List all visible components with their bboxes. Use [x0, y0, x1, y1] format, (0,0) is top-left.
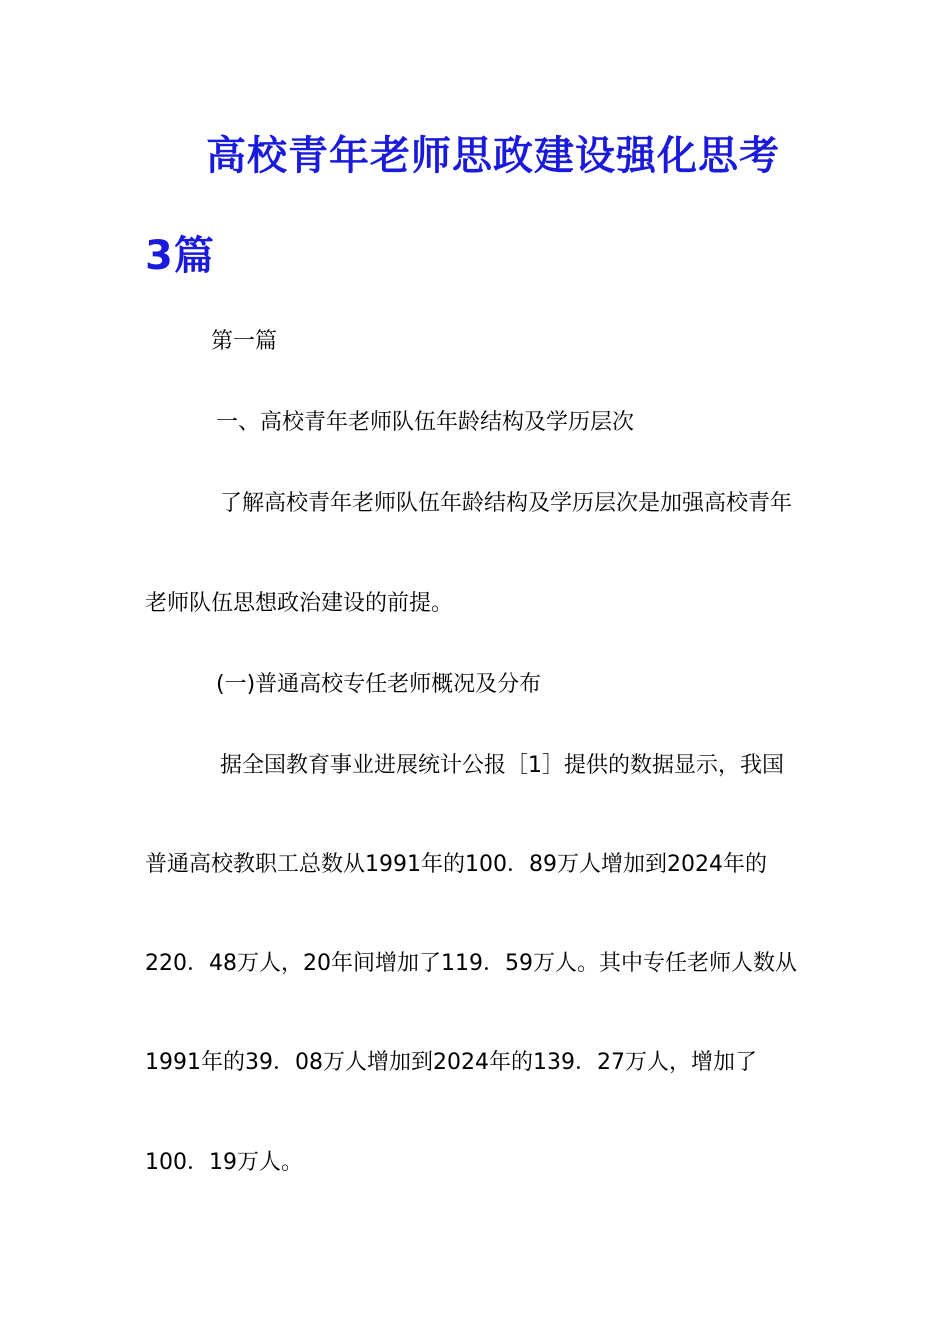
document-title-line-1: 高校青年老师思政建设强化思考: [206, 133, 780, 179]
paragraph-1-line-2: 老师队伍思想政治建设的前提。: [145, 591, 454, 616]
heading-1: 一、高校青年老师队伍年龄结构及学历层次: [216, 410, 635, 435]
document-title-line-2: 3篇: [145, 233, 215, 279]
paragraph-2-line-1: 据全国教育事业进展统计公报［1］提供的数据显示，我国: [220, 753, 784, 778]
section-label: 第一篇: [211, 329, 278, 354]
paragraph-2-line-2: 普通高校教职工总数从1991年的100．89万人增加到2024年的: [145, 852, 767, 877]
subheading-1: (一)普通高校专任老师概况及分布: [216, 672, 542, 697]
paragraph-2-line-5: 100．19万人。: [145, 1150, 303, 1175]
paragraph-1-line-1: 了解高校青年老师队伍年龄结构及学历层次是加强高校青年: [220, 491, 793, 516]
paragraph-2-line-3: 220．48万人，20年间增加了119．59万人。其中专任老师人数从: [145, 951, 797, 976]
paragraph-2-line-4: 1991年的39．08万人增加到2024年的139．27万人，增加了: [145, 1050, 757, 1075]
